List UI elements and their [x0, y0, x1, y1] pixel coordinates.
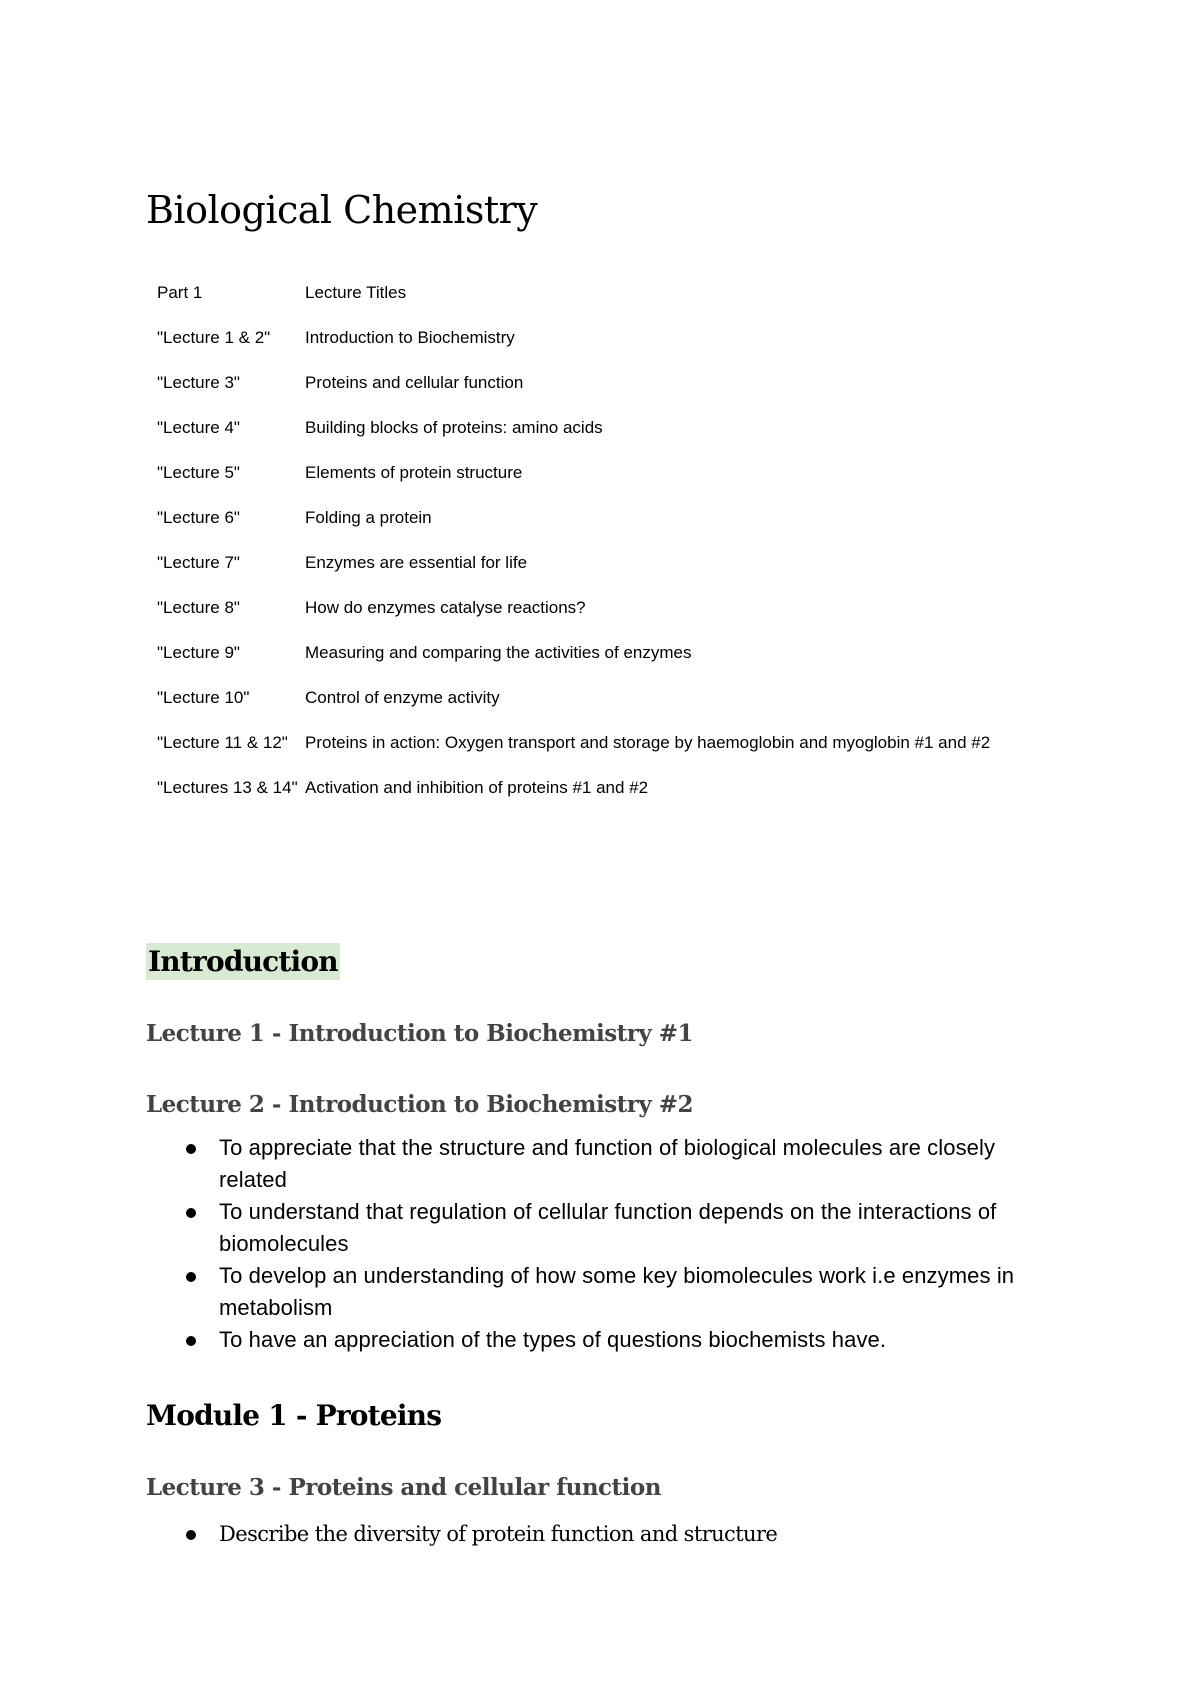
document-title: Biological Chemistry	[146, 188, 538, 232]
table-cell-title: Lecture Titles	[305, 283, 407, 302]
introduction-heading-text: Introduction	[148, 945, 338, 978]
bullet-dot-icon	[186, 1272, 196, 1282]
list-item-text: To appreciate that the structure and function of biological molecules are closely related	[219, 1135, 996, 1192]
table-cell-title: Activation and inhibition of proteins #1 and #2	[305, 778, 649, 797]
table-cell-part: "Lecture 8"	[157, 598, 240, 617]
bullet-dot-icon	[186, 1336, 196, 1346]
table-cell-part: "Lecture 11 & 12"	[157, 733, 288, 752]
table-cell-part: "Lecture 7"	[157, 553, 240, 572]
lecture-table	[146, 280, 1056, 820]
table-cell-part: "Lecture 10"	[157, 688, 250, 707]
bullet-dot-icon	[186, 1530, 196, 1540]
list-item	[146, 1132, 1056, 1196]
table-cell-part: "Lecture 4"	[157, 418, 240, 437]
table-row	[146, 505, 1056, 530]
lecture-2-objectives	[146, 1132, 1056, 1356]
bullet-dot-icon	[186, 1208, 196, 1218]
table-cell-title: Enzymes are essential for life	[305, 553, 528, 572]
table-row	[146, 595, 1056, 620]
introduction-heading	[146, 942, 340, 982]
list-item-text: Describe the diversity of protein function and structure	[219, 1522, 778, 1546]
list-item-text: To develop an understanding of how some key biomolecules work i.e enzymes in metabolism	[219, 1263, 1015, 1320]
table-row	[146, 325, 1056, 350]
table-row	[146, 460, 1056, 485]
table-row	[146, 550, 1056, 575]
table-cell-title: Proteins and cellular function	[305, 373, 524, 392]
table-cell-part: "Lecture 1 & 2"	[157, 328, 271, 347]
table-row	[146, 280, 1056, 305]
table-cell-title: Introduction to Biochemistry	[305, 328, 515, 347]
table-row	[146, 415, 1056, 440]
module-1-heading: Module 1 - Proteins	[146, 1399, 442, 1432]
lecture-2-heading: Lecture 2 - Introduction to Biochemistry #2	[146, 1091, 694, 1118]
table-row	[146, 685, 1056, 710]
list-item	[146, 1196, 1056, 1260]
list-item	[146, 1260, 1056, 1324]
table-cell-part: "Lecture 9"	[157, 643, 240, 662]
list-item-text: To understand that regulation of cellular function depends on the interactions of biomolecules	[219, 1199, 997, 1256]
table-row	[146, 730, 1056, 755]
lecture-3-objectives	[146, 1518, 1056, 1550]
table-cell-title: Measuring and comparing the activities of enzymes	[305, 643, 692, 662]
list-item	[146, 1324, 1056, 1356]
table-cell-title: How do enzymes catalyse reactions?	[305, 598, 586, 617]
lecture-3-heading: Lecture 3 - Proteins and cellular function	[146, 1474, 661, 1501]
table-cell-part: "Lecture 6"	[157, 508, 240, 527]
table-cell-title: Elements of protein structure	[305, 463, 523, 482]
table-cell-part: "Lectures 13 & 14"	[157, 778, 298, 797]
table-row	[146, 370, 1056, 395]
bullet-dot-icon	[186, 1144, 196, 1154]
table-cell-part: "Lecture 3"	[157, 373, 240, 392]
table-cell-part: Part 1	[157, 283, 203, 302]
table-cell-part: "Lecture 5"	[157, 463, 240, 482]
list-item-text: To have an appreciation of the types of questions biochemists have.	[219, 1327, 887, 1352]
table-cell-title: Folding a protein	[305, 508, 432, 527]
table-cell-title: Control of enzyme activity	[305, 688, 500, 707]
table-cell-title: Proteins in action: Oxygen transport and storage by haemoglobin and myoglobin #1 and #2	[305, 733, 991, 752]
table-cell-title: Building blocks of proteins: amino acids	[305, 418, 603, 437]
list-item	[146, 1518, 1056, 1550]
table-row	[146, 775, 1056, 800]
table-row	[146, 640, 1056, 665]
lecture-1-heading: Lecture 1 - Introduction to Biochemistry #1	[146, 1020, 694, 1047]
